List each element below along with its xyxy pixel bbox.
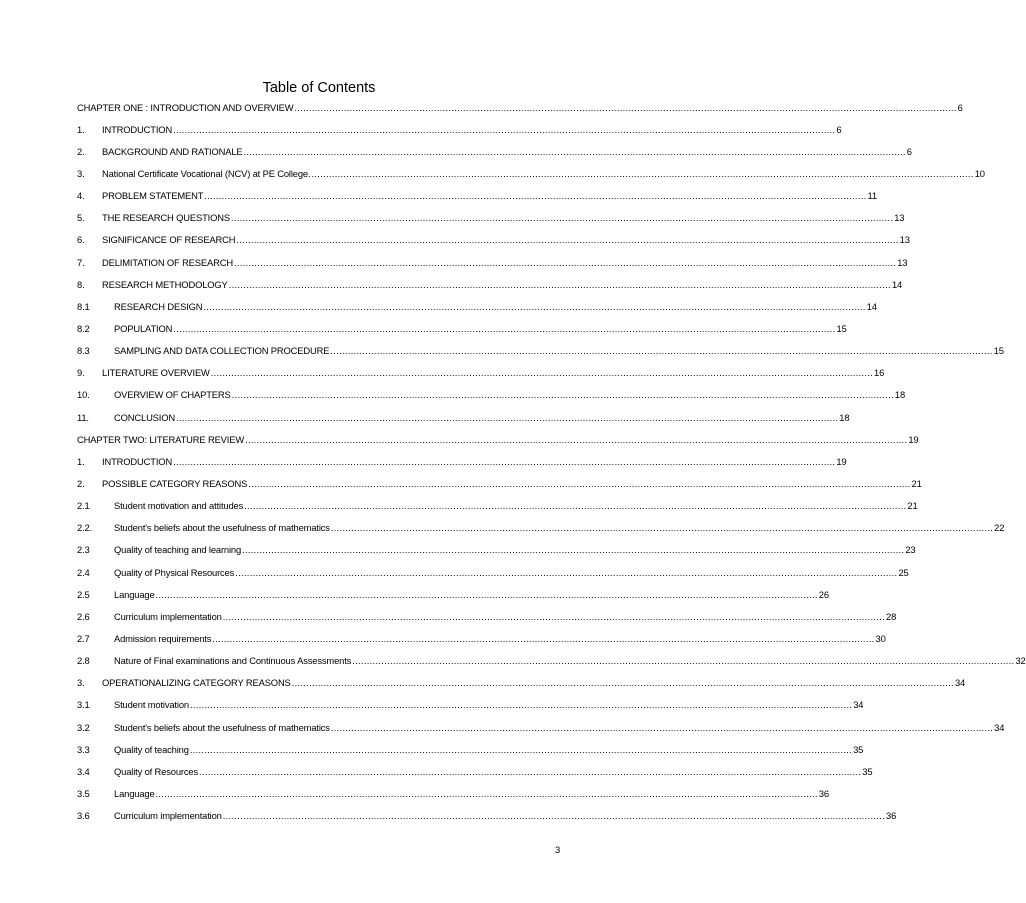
- toc-entry-number: 2.2.: [77, 522, 93, 534]
- dot-leader: [223, 810, 885, 821]
- dot-leader: [294, 102, 956, 113]
- toc-entry[interactable]: [77, 517, 1005, 539]
- dot-leader: [330, 345, 992, 356]
- toc-list: [77, 96, 1026, 827]
- toc-entry-page: 15: [993, 345, 1004, 357]
- toc-entry-label: Nature of Final examinations and Continuous Assessments: [114, 655, 352, 667]
- toc-entry-page: 19: [908, 433, 919, 445]
- toc-entry[interactable]: [77, 760, 873, 782]
- toc-entry-number: 8.: [77, 278, 85, 290]
- toc-entry-label: RESEARCH METHODOLOGY: [102, 278, 228, 290]
- toc-entry-page: 30: [875, 632, 886, 644]
- toc-entry[interactable]: [77, 362, 885, 384]
- dot-leader: [248, 478, 910, 489]
- toc-entry-label: Student motivation: [114, 699, 189, 711]
- toc-entry[interactable]: [77, 805, 897, 827]
- toc-entry-label: CONCLUSION: [114, 411, 176, 423]
- toc-entry-number: 3.: [77, 677, 85, 689]
- toc-entry-page: 36: [818, 787, 829, 799]
- toc-entry[interactable]: [77, 472, 922, 494]
- toc-entry-number: 2.8: [77, 655, 90, 667]
- toc-entry-label: Quality of teaching: [114, 743, 189, 755]
- toc-entry[interactable]: [77, 583, 829, 605]
- toc-entry-label: Quality of Physical Resources: [114, 566, 235, 578]
- toc-entry[interactable]: [77, 185, 877, 207]
- dot-leader: [234, 257, 896, 268]
- dot-leader: [244, 500, 906, 511]
- toc-entry-page: 34: [994, 721, 1005, 733]
- toc-entry-label: Student's beliefs about the usefulness of mathematics: [114, 522, 330, 534]
- dot-leader: [173, 323, 835, 334]
- dot-leader: [203, 301, 865, 312]
- toc-entry-label: RESEARCH DESIGN: [114, 300, 203, 312]
- toc-entry-number: 3.6: [77, 810, 90, 822]
- toc-entry-page: 6: [906, 145, 912, 157]
- dot-leader: [190, 699, 852, 710]
- toc-entry-label: POSSIBLE CATEGORY REASONS: [102, 477, 248, 489]
- toc-entry-label: CHAPTER TWO: LITERATURE REVIEW: [77, 433, 245, 445]
- toc-entry-label: OPERATIONALIZING CATEGORY REASONS: [102, 677, 291, 689]
- toc-entry-label: Student's beliefs about the usefulness of mathematics: [114, 721, 330, 733]
- toc-entry[interactable]: [77, 539, 916, 561]
- toc-entry-page: 34: [853, 699, 864, 711]
- toc-entry-number: 2.: [77, 145, 85, 157]
- toc-entry-page: 13: [899, 234, 910, 246]
- toc-entry-page: 13: [894, 212, 905, 224]
- toc-entry-page: 16: [874, 367, 885, 379]
- toc-entry[interactable]: [77, 118, 842, 140]
- toc-entry[interactable]: [77, 605, 897, 627]
- dot-leader: [244, 146, 906, 157]
- toc-entry-label: THE RESEARCH QUESTIONS: [102, 212, 230, 224]
- toc-entry-number: 3.1: [77, 699, 90, 711]
- toc-entry[interactable]: [77, 229, 910, 251]
- toc-title: Table of Contents: [262, 80, 376, 96]
- toc-entry-label: SIGNIFICANCE OF RESEARCH: [102, 234, 236, 246]
- toc-entry-label: OVERVIEW OF CHAPTERS: [114, 389, 231, 401]
- toc-entry[interactable]: [77, 672, 966, 694]
- dot-leader: [223, 611, 885, 622]
- toc-entry[interactable]: [77, 738, 864, 760]
- toc-entry-number: 2.3: [77, 544, 90, 556]
- toc-entry-label: INTRODUCTION: [102, 123, 173, 135]
- dot-leader: [235, 567, 897, 578]
- toc-entry-number: 2.1: [77, 500, 90, 512]
- toc-entry-number: 3.5: [77, 787, 90, 799]
- toc-entry-page: 26: [818, 588, 829, 600]
- toc-entry-page: 6: [957, 101, 963, 113]
- toc-entry-number: 4.: [77, 190, 85, 202]
- toc-entry-number: 2.: [77, 477, 85, 489]
- toc-entry[interactable]: [77, 207, 905, 229]
- toc-entry-number: 2.7: [77, 632, 90, 644]
- dot-leader: [199, 766, 861, 777]
- dot-leader: [292, 677, 954, 688]
- toc-entry-page: 21: [911, 477, 922, 489]
- toc-entry[interactable]: [77, 428, 919, 450]
- toc-entry-page: 36: [886, 810, 897, 822]
- toc-entry[interactable]: [77, 162, 985, 184]
- dot-leader: [211, 367, 873, 378]
- toc-entry-label: DELIMITATION OF RESEARCH: [102, 256, 233, 268]
- toc-entry-number: 9.: [77, 367, 85, 379]
- toc-entry-number: 2.4: [77, 566, 90, 578]
- page-number: 3: [555, 844, 561, 855]
- toc-entry[interactable]: [77, 782, 829, 804]
- toc-entry-page: 22: [994, 522, 1005, 534]
- toc-entry-page: 13: [897, 256, 908, 268]
- toc-entry-page: 21: [907, 500, 918, 512]
- dot-leader: [229, 279, 891, 290]
- dot-leader: [156, 788, 818, 799]
- dot-leader: [204, 190, 866, 201]
- toc-entry-page: 25: [898, 566, 909, 578]
- toc-entry-number: 7.: [77, 256, 85, 268]
- toc-entry[interactable]: [77, 96, 963, 118]
- toc-entry-page: 23: [905, 544, 916, 556]
- toc-entry-label: CHAPTER ONE : INTRODUCTION AND OVERVIEW: [77, 101, 294, 113]
- toc-entry-page: 14: [891, 278, 903, 290]
- toc-entry-number: 3.3: [77, 743, 90, 755]
- toc-entry-number: 8.3: [77, 345, 90, 357]
- dot-leader: [236, 234, 898, 245]
- toc-entry-label: INTRODUCTION: [102, 455, 173, 467]
- toc-entry-label: Admission requirements: [114, 632, 212, 644]
- toc-entry[interactable]: [77, 716, 1005, 738]
- toc-entry[interactable]: [77, 251, 908, 273]
- toc-entry-label: Quality of teaching and learning: [114, 544, 242, 556]
- dot-leader: [331, 522, 993, 533]
- dot-leader: [231, 212, 893, 223]
- toc-entry-label: Curriculum implementation: [114, 810, 222, 822]
- dot-leader: [352, 655, 1014, 666]
- toc-entry[interactable]: [77, 340, 1004, 362]
- toc-entry-label: BACKGROUND AND RATIONALE: [102, 145, 243, 157]
- toc-entry[interactable]: [77, 561, 909, 583]
- toc-entry-number: 3.4: [77, 765, 90, 777]
- dot-leader: [232, 389, 894, 400]
- toc-entry[interactable]: [77, 140, 912, 162]
- toc-entry-page: 28: [886, 610, 897, 622]
- toc-entry-page: 18: [839, 411, 850, 423]
- dot-leader: [212, 633, 874, 644]
- toc-entry-number: 1.: [77, 123, 85, 135]
- toc-entry-label: POPULATION: [114, 322, 173, 334]
- toc-entry-page: 34: [954, 677, 966, 689]
- dot-leader: [190, 744, 852, 755]
- dot-leader: [176, 412, 838, 423]
- toc-entry[interactable]: [77, 495, 918, 517]
- toc-entry[interactable]: [77, 450, 847, 472]
- toc-entry-label: LITERATURE OVERVIEW: [102, 367, 210, 379]
- toc-entry-page: 35: [853, 743, 864, 755]
- toc-entry-page: 14: [866, 300, 877, 312]
- toc-entry-label: Curriculum implementation: [114, 610, 222, 622]
- toc-entry-number: 5.: [77, 212, 85, 224]
- toc-entry-number: 8.2: [77, 322, 90, 334]
- toc-entry-number: 3.2: [77, 721, 90, 733]
- toc-entry[interactable]: [77, 317, 847, 339]
- dot-leader: [173, 124, 835, 135]
- toc-entry-page: 10: [974, 167, 985, 179]
- toc-entry-page: 32: [1015, 655, 1026, 667]
- toc-entry-label: Language: [114, 787, 155, 799]
- toc-entry[interactable]: [77, 273, 903, 295]
- toc-entry-label: National Certificate Vocational (NCV) at PE College.: [102, 167, 311, 179]
- dot-leader: [245, 434, 907, 445]
- dot-leader: [173, 456, 835, 467]
- dot-leader: [311, 168, 973, 179]
- toc-entry[interactable]: [77, 694, 864, 716]
- toc-entry-number: 6.: [77, 234, 85, 246]
- toc-entry-page: 11: [867, 190, 877, 202]
- toc-entry-page: 18: [894, 389, 906, 401]
- toc-entry[interactable]: [77, 627, 886, 649]
- toc-entry-number: 10.: [77, 389, 90, 401]
- toc-entry-label: Language: [114, 588, 155, 600]
- toc-entry-label: SAMPLING AND DATA COLLECTION PROCEDURE: [114, 345, 330, 357]
- toc-entry-label: Student motivation and attitudes: [114, 500, 244, 512]
- toc-entry-number: 2.6: [77, 610, 90, 622]
- dot-leader: [156, 589, 818, 600]
- toc-entry-page: 15: [836, 322, 847, 334]
- toc-entry-number: 11.: [77, 411, 89, 423]
- toc-entry[interactable]: [77, 650, 1026, 672]
- dot-leader: [242, 544, 904, 555]
- dot-leader: [331, 722, 993, 733]
- toc-entry-number: 2.5: [77, 588, 90, 600]
- toc-entry-page: 35: [862, 765, 873, 777]
- toc-entry-label: PROBLEM STATEMENT: [102, 190, 204, 202]
- toc-entry-number: 3.: [77, 167, 85, 179]
- toc-entry-label: Quality of Resources: [114, 765, 199, 777]
- toc-entry[interactable]: [77, 295, 877, 317]
- toc-entry[interactable]: [77, 406, 850, 428]
- toc-entry-number: 1.: [77, 455, 85, 467]
- toc-entry-page: 6: [836, 123, 842, 135]
- toc-entry-page: 19: [836, 455, 847, 467]
- toc-entry[interactable]: [77, 384, 906, 406]
- toc-entry-number: 8.1: [77, 300, 90, 312]
